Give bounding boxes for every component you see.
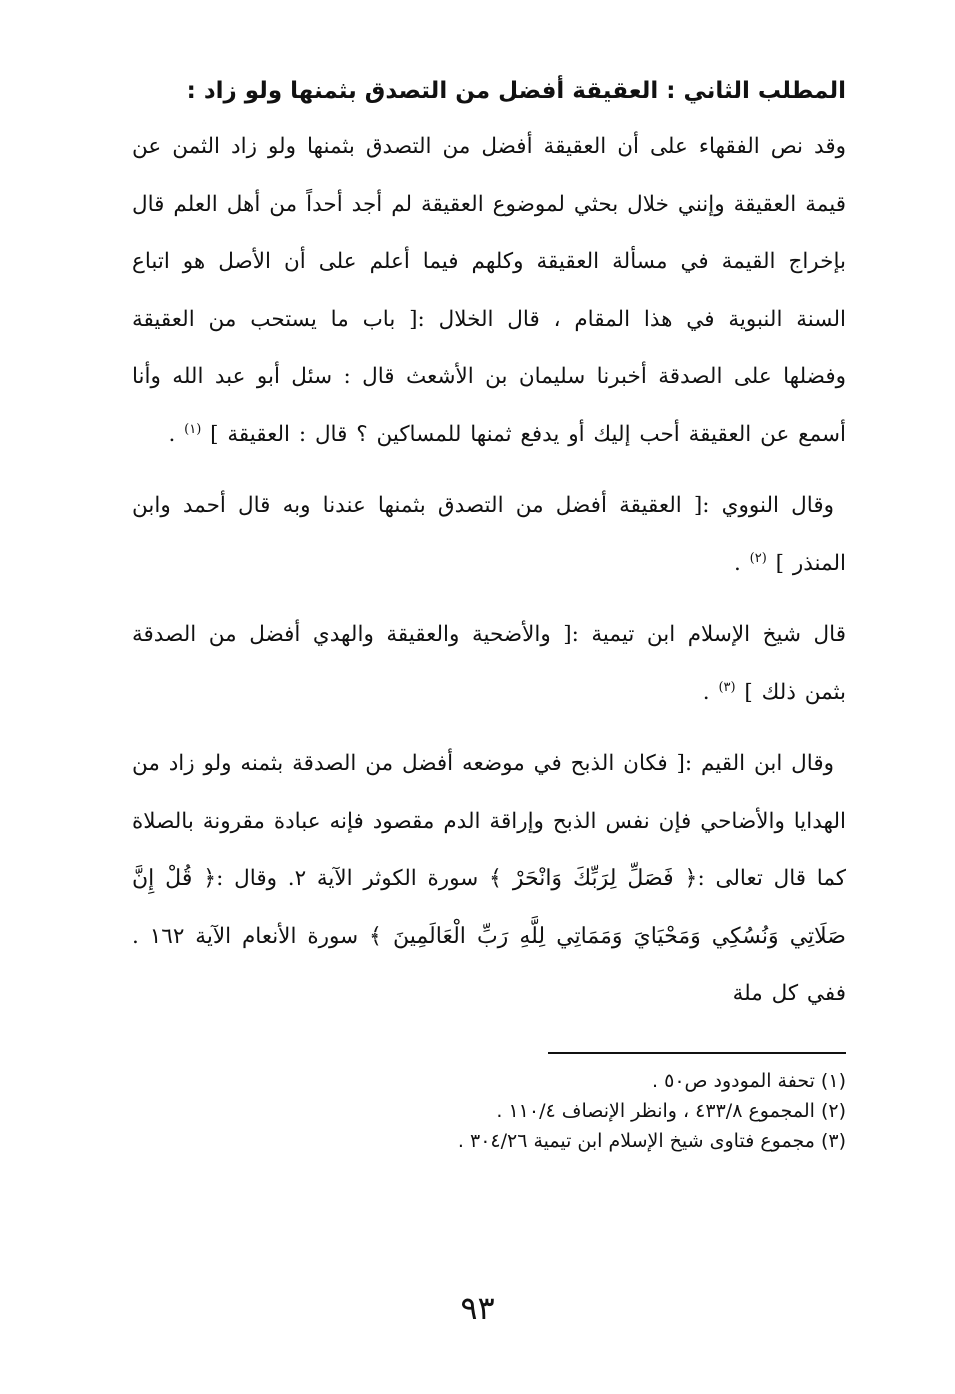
paragraph-2 (132, 477, 846, 592)
footnote-separator (548, 1052, 846, 1054)
paragraph-2-text: وقال النووي :[ العقيقة أفضل من التصدق بثمنها عندنا وبه قال أحمد وابن المنذر ] (132, 493, 846, 576)
paragraph-1 (132, 118, 846, 463)
document-body (132, 60, 846, 1037)
footnote-ref-2[interactable]: (٢) (749, 550, 767, 566)
paragraph-3-tail: . (702, 679, 719, 705)
footnotes (132, 1066, 846, 1156)
footnote-3: (٣) مجموع فتاوى شيخ الإسلام ابن تيمية ٣٠٤/٢٦ . (457, 1130, 846, 1152)
paragraph-4-text-before: وقال ابن القيم :[ فكان الذبح في موضعه أفضل من الصدقة بثمنه ولو زاد من الهدايا والأضاحي فإن نفس الذبح وإراقة الدم مقصود فإنه عبادة مقرونة بالصلاة كما قال تعالى : (132, 751, 847, 891)
footnote-ref-3[interactable]: (٣) (718, 679, 736, 695)
paragraph-3 (132, 606, 846, 721)
paragraph-1-text: وقد نص الفقهاء على أن العقيقة أفضل من التصدق بثمنها ولو زاد الثمن عن قيمة العقيقة وإنني خلال بحثي لموضوع العقيقة لم أجد أحداً من أهل العلم قال بإخراج القيمة في مسألة العقيقة وكلهم فيما أعلم على أن الأصل هو اتباع السنة النبوية في هذا المقام ، قال الخلال :[ باب ما يستحب من العقيقة وفضلها على الصدقة أخبرنا سليمان بن الأشعث قال : سئل أبو عبد الله وأنا أسمع عن العقيقة أحب إليك أو يدفع ثمنها للمساكين ؟ قال : العقيقة ] (132, 134, 846, 447)
quran-verse-kawthar: ﴿ فَصَلِّ لِرَبِّكَ وَانْحَرْ ﴾ (489, 866, 698, 891)
paragraph-1-tail: . (168, 421, 185, 447)
paragraph-4 (132, 735, 846, 1023)
paragraph-4-text-after: سورة الأنعام الآية ١٦٢ . ففي كل ملة (132, 923, 846, 1006)
footnote-1: (١) تحفة المودود ص٥٠ . (652, 1070, 846, 1092)
paragraph-2-tail: . (734, 550, 750, 576)
paragraph-4-text-middle: سورة الكوثر الآية ٢. وقال : (216, 866, 490, 891)
quran-verse-anam: ﴿ قُلْ إِنَّ صَلَاتِي وَنُسُكِي وَمَحْيَايَ وَمَمَاتِي لِلَّهِ رَبِّ الْعَالَمِينَ ﴾ (132, 866, 846, 949)
section-heading: المطلب الثاني : العقيقة أفضل من التصدق بثمنها ولو زاد : (186, 78, 846, 104)
footnote-ref-1[interactable]: (١) (184, 421, 202, 437)
page-number: ٩٣ (460, 1289, 495, 1327)
paragraph-3-text: قال شيخ الإسلام ابن تيمية :[ والأضحية والعقيقة والهدي أفضل من الصدقة بثمن ذلك ] (132, 622, 846, 705)
footnote-2: (٢) المجموع ٤٣٣/٨ ، وانظر الإنصاف ١١٠/٤ . (496, 1100, 846, 1122)
